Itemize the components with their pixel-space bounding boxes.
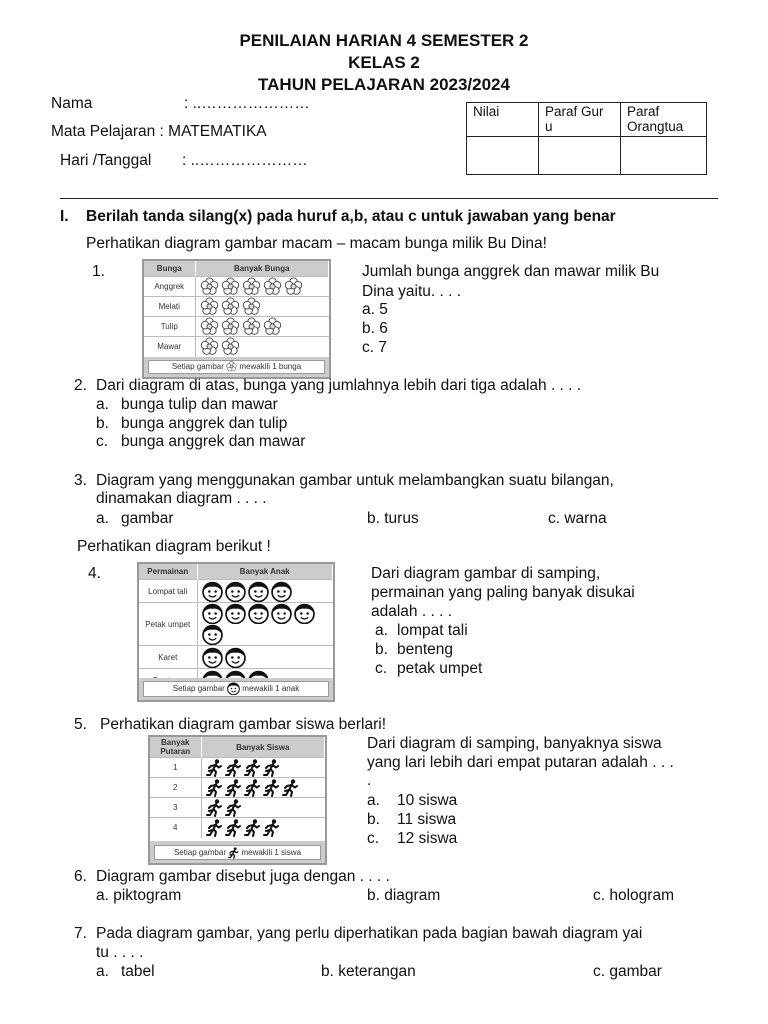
q2-text: Dari diagram di atas, bunga yang jumlahnya lebih dari tiga adalah . . . . [96, 377, 582, 394]
dg1-row-icons [195, 297, 329, 317]
year-title: TAHUN PELAJARAN 2023/2024 [258, 75, 510, 94]
dg1-row-label: Melati [144, 297, 195, 317]
flower-icon [263, 277, 282, 296]
dg3-row-icons [201, 798, 325, 818]
intro-games: Perhatikan diagram berikut ! [77, 538, 271, 555]
dg1-row-label: Anggrek [144, 277, 195, 297]
dg2-row-icons [197, 603, 333, 646]
q2-b-letter: b. [96, 415, 109, 432]
q3-text-2: dinamakan diagram . . . . [96, 490, 267, 507]
dg3-col-a: Banyak Putaran [150, 737, 201, 758]
q3-number: 3. [74, 472, 87, 489]
q4-a-letter: a. [375, 622, 388, 639]
q2-c-letter: c. [96, 433, 109, 450]
runner-icon [244, 819, 261, 837]
dg2-col-a: Permainan [139, 564, 197, 580]
q1-option-b[interactable]: b. 6 [362, 320, 388, 337]
runners-pictogram [148, 735, 327, 865]
runner-icon [244, 759, 261, 777]
paraf-guru-cell[interactable] [539, 137, 621, 175]
nama-field[interactable]: : ..………………… [184, 95, 310, 112]
nama-label: Nama [51, 95, 93, 112]
q7-option-b[interactable]: b. keterangan [321, 963, 416, 980]
q6-text: Diagram gambar disebut juga dengan . . . . [96, 868, 390, 885]
child-face-icon [225, 581, 246, 602]
q5-c-letter: c. [367, 830, 380, 847]
q2-option-a[interactable]: bunga tulip dan mawar [121, 396, 278, 413]
dg2-row-label: Karet [139, 646, 197, 669]
flower-icon [226, 361, 237, 372]
q1-text-1: Jumlah bunga anggrek dan mawar milik Bu [362, 263, 660, 280]
q4-text-1: Dari diagram gambar di samping, [371, 565, 601, 582]
q5-text-3: . [367, 772, 372, 789]
dg1-col-b: Banyak Bunga [195, 261, 329, 277]
q4-c-letter: c. [375, 660, 388, 677]
hari-field[interactable]: : ..………………… [182, 152, 308, 169]
class-title: KELAS 2 [348, 53, 420, 72]
runner-icon [225, 779, 242, 797]
dg2-legend: Setiap gambar mewakili 1 anak [143, 681, 329, 697]
paraf-orangtua-header: Paraf Orangtua [621, 103, 707, 137]
section-instruction: Berilah tanda silang(x) pada huruf a,b, atau c untuk jawaban yang benar [86, 208, 616, 225]
child-face-icon [202, 581, 223, 602]
dg3-row [150, 778, 325, 798]
flower-icon [200, 337, 219, 356]
runner-icon [206, 779, 223, 797]
dg1-row [144, 337, 329, 357]
hari-label: Hari /Tanggal [60, 152, 152, 169]
dg3-row [150, 758, 325, 778]
q2-number: 2. [74, 377, 87, 394]
dg1-legend: Setiap gambar mewakili 1 bunga [148, 360, 325, 374]
q5-text-1: Dari diagram di samping, banyaknya siswa [367, 735, 662, 752]
q7-option-c[interactable]: c. gambar [593, 963, 662, 980]
runner-icon [206, 819, 223, 837]
q7-option-a[interactable]: tabel [121, 963, 155, 980]
q5-option-b[interactable]: 11 siswa [397, 811, 457, 828]
paraf-orangtua-cell[interactable] [621, 137, 707, 175]
q6-number: 6. [74, 868, 87, 885]
flower-icon [242, 317, 261, 336]
runner-icon [206, 799, 223, 817]
q5-option-a[interactable]: 10 siswa [397, 792, 458, 809]
q3-option-c[interactable]: c. warna [548, 510, 607, 527]
dg3-row [150, 798, 325, 818]
dg2-row [139, 603, 333, 646]
flower-icon [200, 297, 219, 316]
runner-icon [263, 779, 280, 797]
q6-option-b[interactable]: b. diagram [367, 887, 441, 904]
q3-option-b[interactable]: b. turus [367, 510, 419, 527]
dg1-col-a: Bunga [144, 261, 195, 277]
flower-icon [221, 337, 240, 356]
q5-text: Perhatikan diagram gambar siswa berlari! [100, 716, 387, 733]
q1-number: 1. [92, 263, 105, 280]
q5-a-letter: a. [367, 792, 380, 809]
q5-number: 5. [74, 716, 87, 733]
signature-table [466, 102, 707, 175]
child-face-icon [271, 603, 292, 624]
flower-icon [221, 277, 240, 296]
dg1-row-label: Tulip [144, 317, 195, 337]
child-face-icon [202, 603, 223, 624]
games-pictogram [137, 562, 335, 702]
runner-icon [263, 759, 280, 777]
q7-number: 7. [74, 925, 87, 942]
dg2-row [139, 580, 333, 603]
q7-a-letter: a. [96, 963, 109, 980]
runner-icon [225, 759, 242, 777]
q4-text-2: permainan yang paling banyak disukai [371, 584, 635, 601]
child-face-icon [227, 682, 240, 695]
dg1-row-label: Mawar [144, 337, 195, 357]
dg2-row-label: Petak umpet [139, 603, 197, 646]
dg3-row-label: 4 [150, 818, 201, 838]
divider [60, 198, 718, 199]
dg2-row-icons [197, 580, 333, 603]
q4-text-3: adalah . . . . [371, 603, 452, 620]
flower-icon [200, 317, 219, 336]
q4-option-b[interactable]: benteng [397, 641, 454, 658]
q5-b-letter: b. [367, 811, 380, 828]
dg3-row-icons [201, 758, 325, 778]
child-face-icon [248, 581, 269, 602]
flower-icon [242, 297, 261, 316]
q1-option-a[interactable]: a. 5 [362, 301, 388, 318]
mapel-label: Mata Pelajaran : MATEMATIKA [51, 123, 267, 140]
runner-icon [206, 759, 223, 777]
section-number: I. [60, 208, 69, 225]
flower-icon [284, 277, 303, 296]
dg2-row-icons [197, 646, 333, 669]
dg3-row-label: 1 [150, 758, 201, 778]
runner-icon [225, 819, 242, 837]
page-title: PENILAIAN HARIAN 4 SEMESTER 2 [239, 31, 529, 50]
intro-flowers: Perhatikan diagram gambar macam – macam bunga milik Bu Dina! [86, 235, 547, 252]
q7-text-2: tu . . . . [96, 944, 144, 961]
flower-icon [242, 277, 261, 296]
dg1-row-icons [195, 337, 329, 357]
q4-option-a[interactable]: lompat tali [397, 622, 468, 639]
dg3-legend: Setiap gambar mewakili 1 siswa [154, 845, 321, 860]
q7-text-1: Pada diagram gambar, yang perlu diperhatikan pada bagian bawah diagram yai [96, 925, 643, 942]
nilai-header: Nilai [467, 103, 539, 137]
child-face-icon [202, 624, 223, 645]
runner-icon [263, 819, 280, 837]
q3-a-letter: a. [96, 510, 109, 527]
q2-a-letter: a. [96, 396, 109, 413]
child-face-icon [202, 647, 223, 668]
child-face-icon [271, 581, 292, 602]
runner-icon [244, 779, 261, 797]
flower-icon [221, 297, 240, 316]
nilai-cell[interactable] [467, 137, 539, 175]
dg3-row-label: 3 [150, 798, 201, 818]
child-face-icon [248, 603, 269, 624]
dg1-row-icons [195, 277, 329, 297]
dg3-row-icons [201, 778, 325, 798]
paraf-guru-header: Paraf Gur u [539, 103, 621, 137]
q1-option-c[interactable]: c. 7 [362, 339, 387, 356]
child-face-icon [225, 647, 246, 668]
q4-number: 4. [88, 565, 101, 582]
dg2-row-label: Lompat tali [139, 580, 197, 603]
flower-icon [200, 277, 219, 296]
q3-option-a[interactable]: gambar [121, 510, 174, 527]
q3-text-1: Diagram yang menggunakan gambar untuk melambangkan suatu bilangan, [96, 472, 614, 489]
flower-icon [263, 317, 282, 336]
q6-option-c[interactable]: c. hologram [593, 887, 674, 904]
dg3-row-label: 2 [150, 778, 201, 798]
runner-icon [228, 847, 239, 859]
q5-text-2: yang lari lebih dari empat putaran adalah . . . [367, 754, 674, 771]
dg1-row [144, 277, 329, 297]
q4-b-letter: b. [375, 641, 388, 658]
dg1-row [144, 317, 329, 337]
q5-option-c[interactable]: 12 siswa [397, 830, 458, 847]
q4-option-c[interactable]: petak umpet [397, 660, 483, 677]
q2-option-c[interactable]: bunga anggrek dan mawar [121, 433, 306, 450]
q2-option-b[interactable]: bunga anggrek dan tulip [121, 415, 288, 432]
child-face-icon [225, 603, 246, 624]
dg3-row-icons [201, 818, 325, 838]
flower-icon [221, 317, 240, 336]
dg1-row-icons [195, 317, 329, 337]
q1-text-2: Dina yaitu. . . . [362, 283, 462, 300]
runner-icon [282, 779, 299, 797]
runner-icon [225, 799, 242, 817]
dg2-col-b: Banyak Anak [197, 564, 333, 580]
flower-pictogram [142, 259, 331, 379]
q6-option-a[interactable]: a. piktogram [96, 887, 182, 904]
dg1-row [144, 297, 329, 317]
dg2-row [139, 646, 333, 669]
child-face-icon [294, 603, 315, 624]
dg3-row [150, 818, 325, 838]
dg3-col-b: Banyak Siswa [201, 737, 325, 758]
